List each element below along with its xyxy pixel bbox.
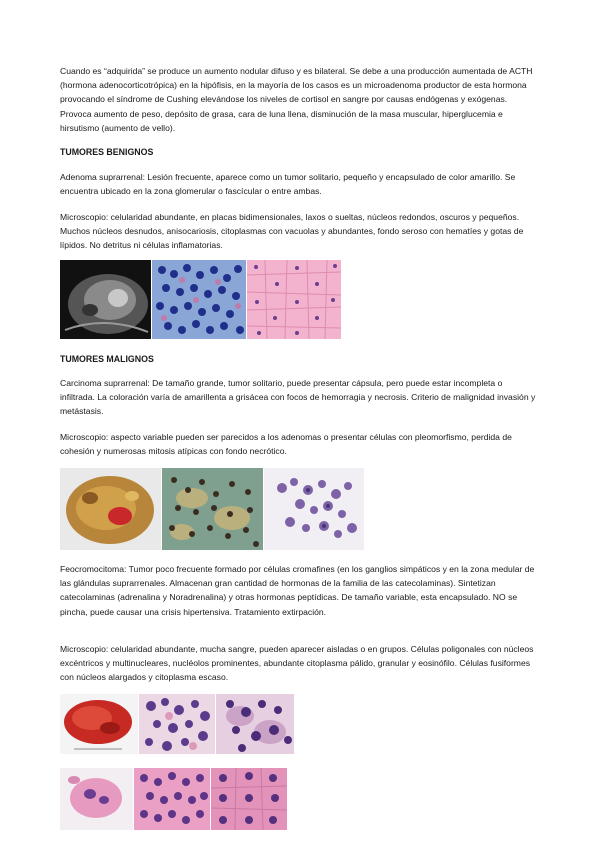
gross-red-image — [60, 694, 138, 754]
cells-pink-c-image — [211, 768, 287, 830]
cytology-green-image — [162, 468, 263, 550]
histology-pink-image — [247, 260, 341, 339]
carcinoma-paragraph: Carcinoma suprarrenal: De tamaño grande, tumor solitario, puede presentar cápsula, pero puede estar incompleta o infiltrada. La coloración varía de amarillenta a grisácea con focos de hemorragia y necrosis. Criterio de malignidad invasión y metástasis. — [60, 378, 536, 417]
adenoma-microscope-paragraph: Microscopio: celularidad abundante, en placas bidimensionales, laxos o sueltas, núcleos redondos, oscuros y pequeños. Muchos núcleos desnudos, anisocariosis, citoplasmas con vacuolas y abundantes, fondo seroso con hematíes y gotas de lípidos. No detritus ni células inflamatorias. — [60, 212, 524, 251]
cytology-purple-image — [264, 468, 364, 550]
cells-purple-a-image — [139, 694, 215, 754]
adenoma-paragraph: Adenoma suprarrenal: Lesión frecuente, aparece como un tumor solitario, pequeño y encapsulado de color amarillo. Se encuentra ubicado en la zona glomerular o fascícular o entre ambas. — [60, 172, 516, 197]
cells-pink-b-image — [134, 768, 210, 830]
feocromocitoma-paragraph: Feocromocitoma: Tumor poco frecuente formado por células cromafines (en los ganglios simpáticos y en la zona medular de las glándulas suprarrenales. Almacenan gran cantidad de hormonas de la familia de las catecolaminas). Sintetizan catecolaminas (adrenalina y Noradrenalina) y otras hormonas peptídicas. De tamaño variable, esta encapsulado. NO se pincha, puede causar una crisis hipertensiva. Tratamiento extirpación. — [60, 564, 535, 617]
intro-paragraph: Cuando es “adquirida” se produce un aumento nodular difuso y es bilateral. Se debe a una producción aumentada de ACTH (hormona adenocorticotrópica) en la hipófisis, en la mayoría de los casos es un microadenoma productor de esta hormona provocando el síndrome de Cushing elevándose los niveles de cortisol en sangre por causas endógenas y exógenas. Provoca aumento de peso, depósito de grasa, cara de luna llena, disminución de la masa muscular, hiperglucemia e hirsutismo (aumento de vello). — [60, 66, 533, 133]
benign-heading: TUMORES BENIGNOS — [60, 147, 154, 157]
gross-tumor-image — [60, 468, 161, 550]
feocromocitoma-microscope-paragraph: Microscopio: celularidad abundante, mucha sangre, pueden aparecer aisladas o en grupos. Células poligonales con núcleos excéntricos y multinucleares, nucléolos prominentes, abundante citoplasma pálido, granular y eosinófilo. Células fusiformes con núcleos alargados y citoplasma escaso. — [60, 644, 534, 683]
cells-purple-b-image — [216, 694, 294, 754]
cytology-blue-image — [152, 260, 246, 339]
cells-pink-a-image — [60, 768, 133, 830]
malignant-heading: TUMORES MALIGNOS — [60, 354, 154, 364]
carcinoma-microscope-paragraph: Microscopio: aspecto variable pueden ser parecidos a los adenomas o presentar células con pleomorfismo, perdida de cohesión y numerosas mitosis atípicas con fondo necrótico. — [60, 432, 512, 457]
ct-scan-image — [60, 260, 151, 339]
